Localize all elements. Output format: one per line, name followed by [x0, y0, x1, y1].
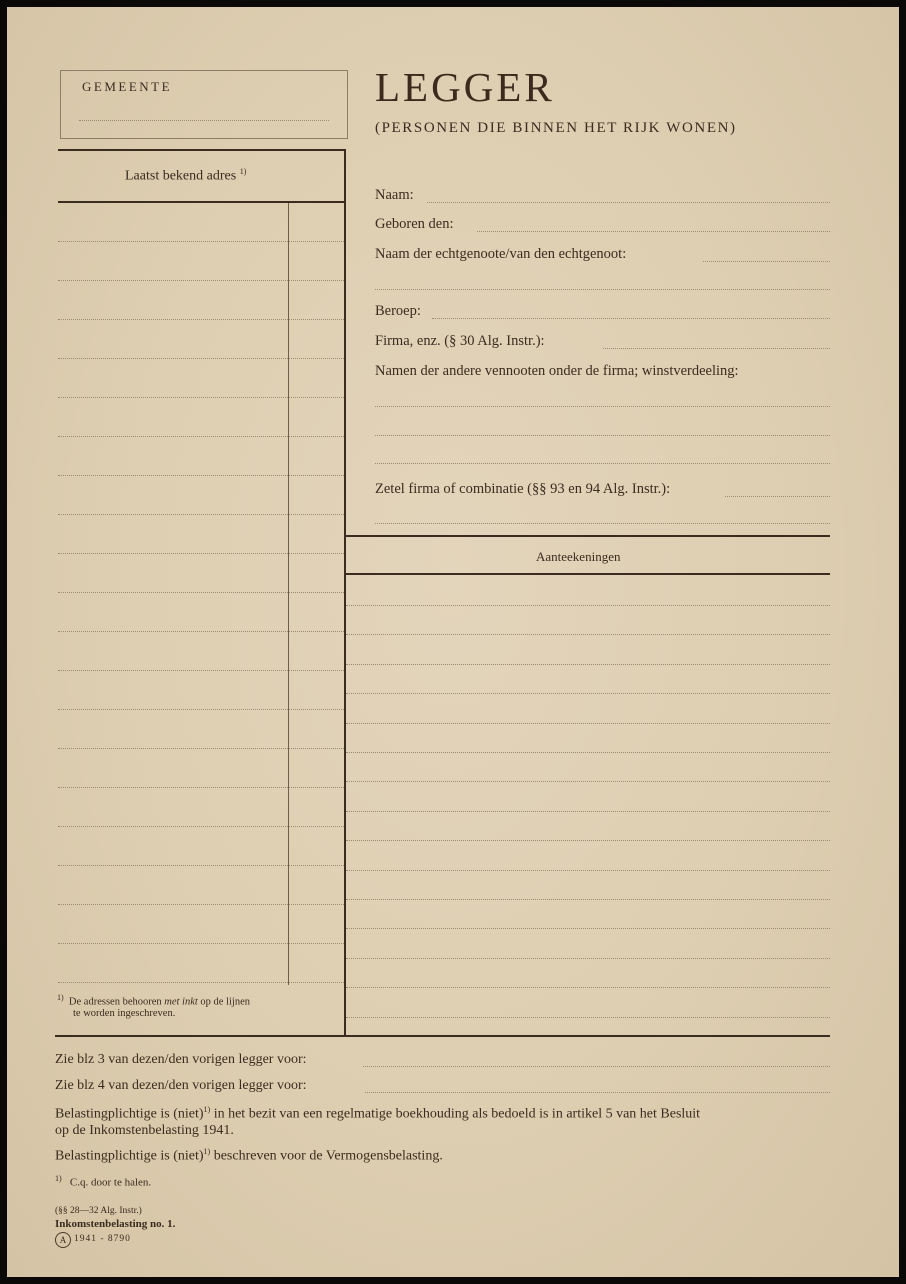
footer-form-name: Inkomstenbelasting no. 1. — [55, 1218, 176, 1230]
vennooten-entry-line-1[interactable] — [375, 406, 830, 407]
form-title: LEGGER — [375, 64, 555, 110]
address-ruled-line[interactable] — [58, 670, 344, 671]
field-zetel: Zetel firma of combinatie (§§ 93 en 94 Alg. Instr.): — [375, 481, 671, 497]
column-divider — [344, 149, 346, 1037]
field-naam: Naam: — [375, 187, 414, 203]
address-ruled-line[interactable] — [58, 514, 344, 515]
notes-ruled-line[interactable] — [346, 781, 830, 782]
address-ruled-line[interactable] — [58, 436, 344, 437]
notes-ruled-line[interactable] — [346, 605, 830, 606]
address-subcolumn-line — [288, 203, 289, 985]
notes-ruled-line[interactable] — [346, 634, 830, 635]
see-page-4-entry[interactable] — [365, 1092, 830, 1093]
form-page — [7, 7, 899, 1277]
firma-entry-line[interactable] — [603, 348, 830, 349]
vennooten-entry-line-2[interactable] — [375, 435, 830, 436]
address-ruled-line[interactable] — [58, 319, 344, 320]
vennooten-entry-line-3[interactable] — [375, 463, 830, 464]
bottom-footnote: $^{1)}$ C.q. door te halen. — [55, 1174, 152, 1189]
address-ruled-line[interactable] — [58, 904, 344, 905]
naam-entry-line[interactable] — [427, 202, 830, 203]
footer-reference: (§§ 28—32 Alg. Instr.) — [55, 1206, 142, 1216]
field-vennooten: Namen der andere vennooten onder de firma; winstverdeeling: — [375, 363, 739, 379]
gemeente-label: GEMEENTE — [82, 79, 173, 94]
gemeente-entry-line — [79, 120, 329, 121]
address-ruled-line[interactable] — [58, 943, 344, 944]
notes-heading: Aanteekeningen — [536, 549, 621, 564]
boekhouding-line-2: op de Inkomstenbelasting 1941. — [55, 1123, 234, 1138]
notes-ruled-line[interactable] — [346, 870, 830, 871]
address-ruled-line[interactable] — [58, 748, 344, 749]
address-ruled-line[interactable] — [58, 475, 344, 476]
address-ruled-line[interactable] — [58, 826, 344, 827]
address-ruled-line[interactable] — [58, 241, 344, 242]
address-ruled-line[interactable] — [58, 631, 344, 632]
notes-ruled-line[interactable] — [346, 664, 830, 665]
address-ruled-line[interactable] — [58, 982, 344, 983]
bottom-rule — [55, 1035, 830, 1037]
address-ruled-line[interactable] — [58, 592, 344, 593]
boekhouding-line: Belastingplichtige is (niet)$^{1)}$ in het bezit van een regelmatige boekhouding als bedoeld is in artikel 5 van het Besluit — [55, 1105, 701, 1122]
notes-top-rule — [344, 535, 830, 537]
beroep-entry-line[interactable] — [432, 318, 830, 319]
address-ruled-line[interactable] — [58, 397, 344, 398]
address-heading-rule — [58, 201, 346, 203]
address-ruled-line[interactable] — [58, 865, 344, 866]
notes-ruled-line[interactable] — [346, 958, 830, 959]
notes-ruled-line[interactable] — [346, 811, 830, 812]
zetel-entry-line-2[interactable] — [375, 523, 830, 524]
form-subtitle: (PERSONEN DIE BINNEN HET RIJK WONEN) — [375, 120, 737, 136]
see-page-3-line: Zie blz 3 van dezen/den vorigen legger voor: — [55, 1052, 307, 1067]
address-ruled-line[interactable] — [58, 787, 344, 788]
printer-stamp-icon: A — [55, 1232, 71, 1248]
notes-ruled-line[interactable] — [346, 928, 830, 929]
zetel-entry-line[interactable] — [725, 496, 830, 497]
notes-ruled-line[interactable] — [346, 723, 830, 724]
footer-print-code: 1941 - 8790 — [74, 1234, 131, 1244]
notes-ruled-line[interactable] — [346, 1017, 830, 1018]
notes-ruled-line[interactable] — [346, 899, 830, 900]
address-footnote-line1: $^{1)}$ De adressen behooren met inkt op de lijnen — [57, 993, 250, 1008]
notes-heading-rule — [344, 573, 830, 575]
vermogens-line: Belastingplichtige is (niet)$^{1)}$ beschreven voor de Vermogensbelasting. — [55, 1147, 443, 1164]
address-ruled-line[interactable] — [58, 358, 344, 359]
address-footnote-line2: te worden ingeschreven. — [73, 1008, 176, 1019]
field-echtgenoot: Naam der echtgenoote/van den echtgenoot: — [375, 246, 627, 262]
address-heading: Laatst bekend adres $^{1)}$ — [125, 167, 247, 184]
notes-ruled-line[interactable] — [346, 752, 830, 753]
echtgenoot-entry-line-2[interactable] — [375, 289, 830, 290]
notes-ruled-line[interactable] — [346, 987, 830, 988]
field-geboren: Geboren den: — [375, 216, 454, 232]
field-beroep: Beroep: — [375, 303, 421, 319]
notes-ruled-line[interactable] — [346, 693, 830, 694]
see-page-4-line: Zie blz 4 van dezen/den vorigen legger voor: — [55, 1078, 307, 1093]
see-page-3-entry[interactable] — [363, 1066, 830, 1067]
gemeente-box — [60, 70, 348, 139]
notes-ruled-line[interactable] — [346, 840, 830, 841]
address-ruled-line[interactable] — [58, 280, 344, 281]
echtgenoot-entry-line[interactable] — [703, 261, 830, 262]
address-top-rule — [58, 149, 346, 151]
address-ruled-line[interactable] — [58, 553, 344, 554]
field-firma: Firma, enz. (§ 30 Alg. Instr.): — [375, 333, 545, 349]
address-ruled-line[interactable] — [58, 709, 344, 710]
geboren-entry-line[interactable] — [477, 231, 830, 232]
